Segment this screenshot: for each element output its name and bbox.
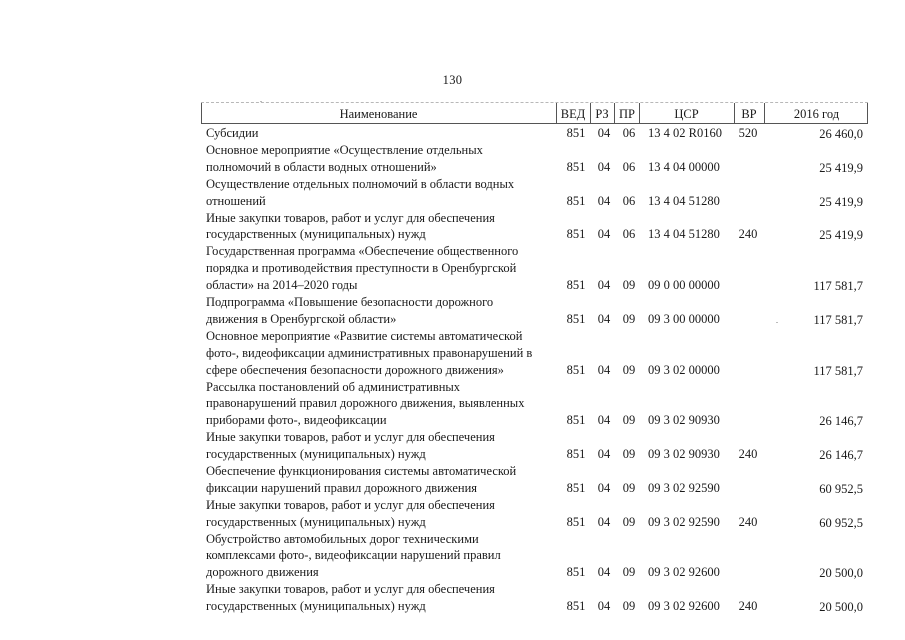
row-name-line: движения в Оренбургской области» bbox=[206, 311, 397, 326]
scan-speck bbox=[260, 101, 262, 102]
row-csr: 09 3 02 92600 bbox=[648, 565, 720, 580]
row-ved: 851 bbox=[566, 126, 586, 140]
row-pr: 06 bbox=[622, 159, 636, 174]
row-name-line: Субсидии bbox=[206, 126, 259, 140]
row-sum: 25 419,9 bbox=[819, 160, 863, 175]
row-name-line: фото-, видеофиксации административных правонарушений в bbox=[206, 345, 533, 360]
row-vr: 240 bbox=[738, 514, 758, 529]
row-csr: 09 3 02 92590 bbox=[648, 480, 720, 495]
row-name-line: порядка и противодействия преступности в Оренбургской bbox=[206, 261, 517, 276]
header-pr: ПР bbox=[619, 107, 635, 121]
row-pr: 09 bbox=[622, 278, 636, 293]
row-rz: 04 bbox=[597, 447, 611, 462]
row-sum: 117 581,7 bbox=[813, 363, 863, 378]
scan-speck bbox=[776, 322, 778, 323]
row-rz: 04 bbox=[597, 599, 611, 614]
row-ved: 851 bbox=[566, 193, 586, 208]
row-csr: 09 3 02 00000 bbox=[648, 362, 720, 377]
row-name-line: Иные закупки товаров, работ и услуг для обеспечения bbox=[206, 430, 495, 445]
row-ved: 851 bbox=[566, 480, 586, 495]
row-name-line: Основное мероприятие «Осуществление отдельных bbox=[206, 142, 483, 157]
row-name-line: комплексами фото-, видеофиксации нарушений правил bbox=[206, 548, 501, 563]
scan-speck bbox=[300, 102, 302, 103]
row-rz: 04 bbox=[597, 413, 611, 428]
row-pr: 09 bbox=[622, 447, 636, 462]
row-rz: 04 bbox=[597, 278, 611, 293]
row-name-line: государственных (муниципальных) нужд bbox=[206, 599, 426, 614]
row-rz: 04 bbox=[597, 311, 611, 326]
row-ved: 851 bbox=[566, 447, 586, 462]
row-sum: 20 500,0 bbox=[819, 600, 863, 615]
row-ved: 851 bbox=[566, 565, 586, 580]
row-vr: 520 bbox=[738, 126, 758, 140]
row-pr: 09 bbox=[622, 480, 636, 495]
row-name-line: Иные закупки товаров, работ и услуг для обеспечения bbox=[206, 497, 495, 512]
row-csr: 13 4 04 00000 bbox=[648, 159, 720, 174]
header-csr: ЦСР bbox=[674, 107, 699, 121]
row-name-line: Осуществление отдельных полномочий в области водных bbox=[206, 176, 515, 191]
row-ved: 851 bbox=[566, 227, 586, 242]
row-pr: 09 bbox=[622, 565, 636, 580]
row-name-line: приборами фото-, видеофиксации bbox=[206, 413, 387, 428]
row-pr: 06 bbox=[622, 193, 636, 208]
row-pr: 09 bbox=[622, 413, 636, 428]
row-sum: 20 500,0 bbox=[819, 566, 863, 581]
row-ved: 851 bbox=[566, 159, 586, 174]
row-ved: 851 bbox=[566, 514, 586, 529]
row-name-line: государственных (муниципальных) нужд bbox=[206, 514, 426, 529]
row-sum: 26 146,7 bbox=[819, 414, 863, 429]
row-pr: 09 bbox=[622, 362, 636, 377]
header-separator bbox=[556, 103, 557, 123]
row-rz: 04 bbox=[597, 193, 611, 208]
row-name-line: дорожного движения bbox=[206, 565, 319, 580]
header-ved: ВЕД bbox=[560, 107, 586, 121]
page-number: 130 bbox=[442, 73, 463, 87]
row-ved: 851 bbox=[566, 311, 586, 326]
row-ved: 851 bbox=[566, 362, 586, 377]
header-year: 2016 год bbox=[793, 107, 840, 121]
row-rz: 04 bbox=[597, 126, 611, 140]
row-name-line: Государственная программа «Обеспечение общественного bbox=[206, 244, 519, 259]
row-pr: 09 bbox=[622, 311, 636, 326]
header-vr: ВР bbox=[741, 107, 757, 121]
row-pr: 06 bbox=[622, 227, 636, 242]
row-ved: 851 bbox=[566, 278, 586, 293]
row-sum: 60 952,5 bbox=[819, 481, 863, 496]
row-name-line: государственных (муниципальных) нужд bbox=[206, 227, 426, 242]
row-sum: 60 952,5 bbox=[819, 515, 863, 530]
row-csr: 09 0 00 00000 bbox=[648, 278, 720, 293]
row-name-line: Иные закупки товаров, работ и услуг для обеспечения bbox=[206, 582, 495, 597]
row-vr: 240 bbox=[738, 447, 758, 462]
row-rz: 04 bbox=[597, 514, 611, 529]
row-ved: 851 bbox=[566, 599, 586, 614]
row-rz: 04 bbox=[597, 227, 611, 242]
row-csr: 09 3 02 92590 bbox=[648, 514, 720, 529]
row-name-line: государственных (муниципальных) нужд bbox=[206, 447, 426, 462]
table-header bbox=[201, 102, 868, 124]
row-sum: 117 581,7 bbox=[813, 312, 863, 327]
row-name-line: области» на 2014–2020 годы bbox=[206, 278, 358, 293]
row-vr: 240 bbox=[738, 599, 758, 614]
row-name-line: правонарушений правил дорожного движения, выявленных bbox=[206, 396, 525, 411]
header-rz: РЗ bbox=[595, 107, 609, 121]
row-vr: 240 bbox=[738, 227, 758, 242]
row-csr: 09 3 00 00000 bbox=[648, 311, 720, 326]
header-bottom-border bbox=[201, 123, 868, 124]
row-sum: 25 419,9 bbox=[819, 228, 863, 243]
row-pr: 06 bbox=[622, 126, 636, 140]
row-name-line: Рассылка постановлений об административных bbox=[206, 379, 461, 394]
row-sum: 26 460,0 bbox=[819, 127, 863, 141]
row-rz: 04 bbox=[597, 362, 611, 377]
row-rz: 04 bbox=[597, 565, 611, 580]
row-csr: 13 4 02 R0160 bbox=[648, 126, 722, 140]
row-name-line: Обустройство автомобильных дорог техническими bbox=[206, 531, 479, 546]
header-separator bbox=[867, 103, 868, 123]
row-sum: 25 419,9 bbox=[819, 194, 863, 209]
row-csr: 09 3 02 92600 bbox=[648, 599, 720, 614]
row-pr: 09 bbox=[622, 514, 636, 529]
row-csr: 13 4 04 51280 bbox=[648, 227, 720, 242]
row-sum: 117 581,7 bbox=[813, 279, 863, 294]
row-ved: 851 bbox=[566, 413, 586, 428]
row-name-line: полномочий в области водных отношений» bbox=[206, 159, 437, 174]
header-name: Наименование bbox=[339, 107, 418, 121]
row-rz: 04 bbox=[597, 159, 611, 174]
row-name-line: Подпрограмма «Повышение безопасности дорожного bbox=[206, 295, 494, 309]
row-sum: 26 146,7 bbox=[819, 448, 863, 463]
row-csr: 13 4 04 51280 bbox=[648, 193, 720, 208]
row-name-line: фиксации нарушений правил дорожного движения bbox=[206, 480, 478, 495]
row-name-line: Обеспечение функционирования системы автоматической bbox=[206, 464, 517, 478]
row-name-line: Основное мероприятие «Развитие системы автоматической bbox=[206, 328, 523, 343]
row-csr: 09 3 02 90930 bbox=[648, 447, 720, 462]
row-pr: 09 bbox=[622, 599, 636, 614]
row-name-line: сфере обеспечения безопасности дорожного движения» bbox=[206, 362, 504, 377]
row-name-line: Иные закупки товаров, работ и услуг для обеспечения bbox=[206, 210, 495, 225]
row-csr: 09 3 02 90930 bbox=[648, 413, 720, 428]
row-name-line: отношений bbox=[206, 193, 266, 208]
row-rz: 04 bbox=[597, 480, 611, 495]
